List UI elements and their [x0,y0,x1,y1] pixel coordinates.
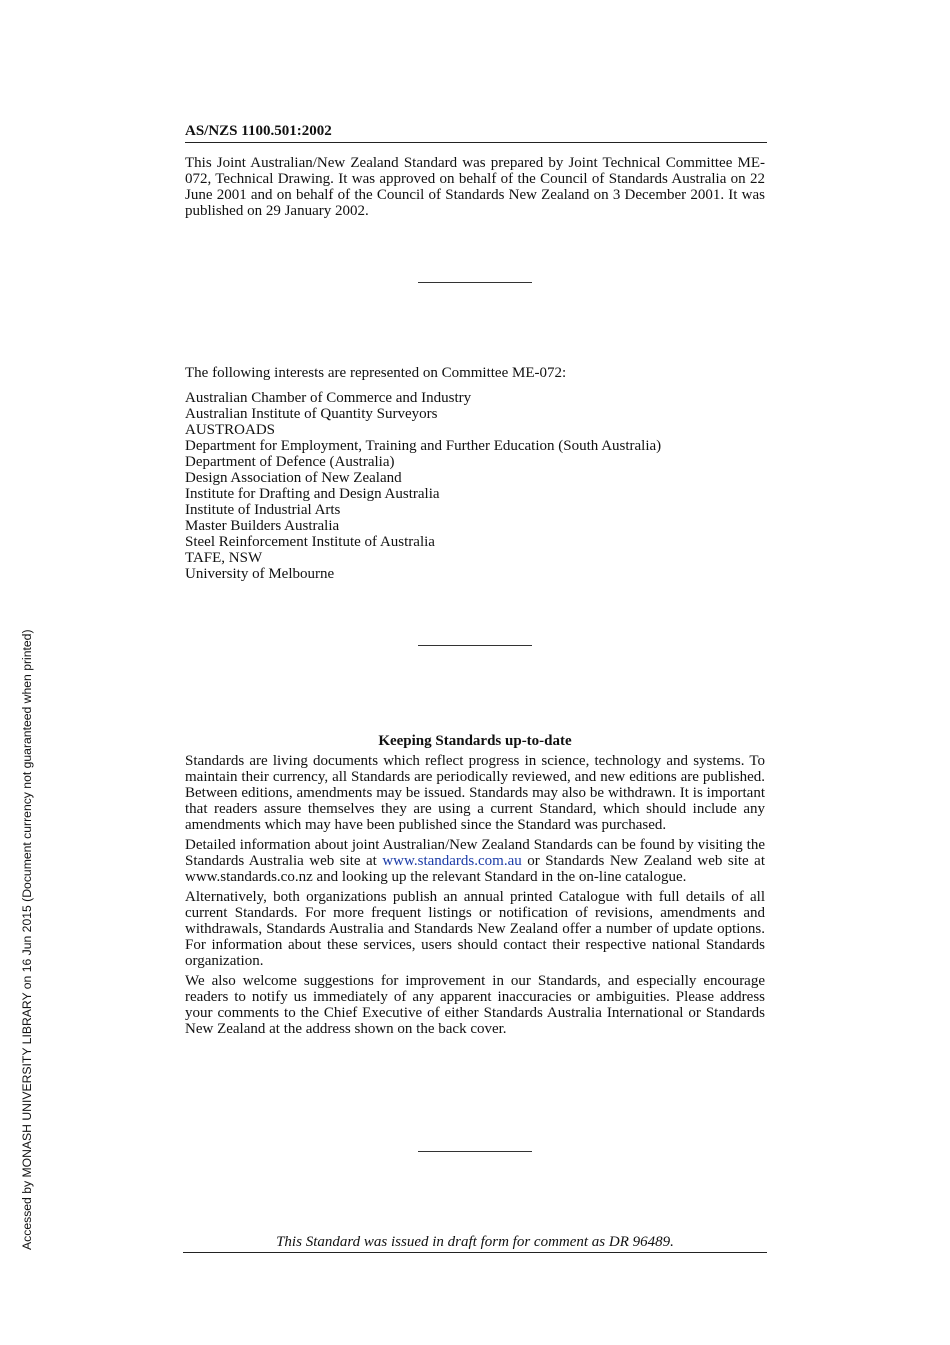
access-watermark: Accessed by MONASH UNIVERSITY LIBRARY on 16 Jun 2015 (Document currency not guaranteed when printed) [20,629,34,1250]
list-item: University of Melbourne [185,566,335,582]
paragraph-text: or Standards New Zealand web site at www.standards.co.nz and looking up the relevant Standard in the on-line catalogue. [185,853,765,885]
paragraph: We also welcome suggestions for improvement in our Standards, and especially encourage readers to notify us immediately of any apparent inaccuracies or ambiguities. Please address your comments to the Chief Executive of either Standards Australia International or Standards New Zealand at the address shown on the back cover. [185,973,765,1037]
list-item: Australian Chamber of Commerce and Industry [185,390,472,406]
list-item: Institute for Drafting and Design Australia [185,486,440,502]
section-heading: Keeping Standards up-to-date [378,733,572,749]
paragraph: Standards are living documents which reflect progress in science, technology and systems. To maintain their currency, all Standards are periodically reviewed, and new editions are published. Between editions, amendments may be issued. Standards may also be withdrawn. It is important that readers assure themselves they are using a current Standard, which should include any amendments which may have been published since the Standard was purchased. [185,753,765,833]
list-item: Steel Reinforcement Institute of Australia [185,534,435,550]
list-item: TAFE, NSW [185,550,263,566]
list-item: Department for Employment, Training and Further Education (South Australia) [185,438,662,454]
list-item: Design Association of New Zealand [185,470,402,486]
list-item: Master Builders Australia [185,518,340,534]
paragraph: Alternatively, both organizations publish an annual printed Catalogue with full details of all current Standards. For more frequent listings or notification of revisions, amendments and withdrawals, Standards Australia and Standards New Zealand offer a number of update options. For information about these services, users should contact their respective national Standards organization. [185,889,765,969]
list-item: AUSTROADS [185,422,276,438]
draft-note-footer: This Standard was issued in draft form for comment as DR 96489. [183,1234,767,1253]
standards-australia-link[interactable]: www.standards.com.au [382,853,522,869]
list-item: Department of Defence (Australia) [185,454,395,470]
section-divider [418,282,532,283]
committee-lead: The following interests are represented on Committee ME-072: [185,365,567,381]
standard-designation: AS/NZS 1100.501:2002 [185,123,767,143]
keeping-up-to-date-section [185,753,765,1041]
section-divider [418,1151,532,1152]
paragraph [185,837,765,885]
intro-paragraph: This Joint Australian/New Zealand Standard was prepared by Joint Technical Committee ME-072, Technical Drawing. It was approved on behalf of the Council of Standards Australia on 22 June 2001 and on behalf of the Council of Standards New Zealand on 3 December 2001. It was published on 29 January 2002. [185,155,765,219]
list-item: Institute of Industrial Arts [185,502,341,518]
paragraph-text: Detailed information about joint Australian/New Zealand Standards can be found by visiting the Standards Australia web site at [185,837,765,869]
list-item: Australian Institute of Quantity Surveyors [185,406,438,422]
section-divider [418,645,532,646]
committee-members-list [185,390,765,582]
